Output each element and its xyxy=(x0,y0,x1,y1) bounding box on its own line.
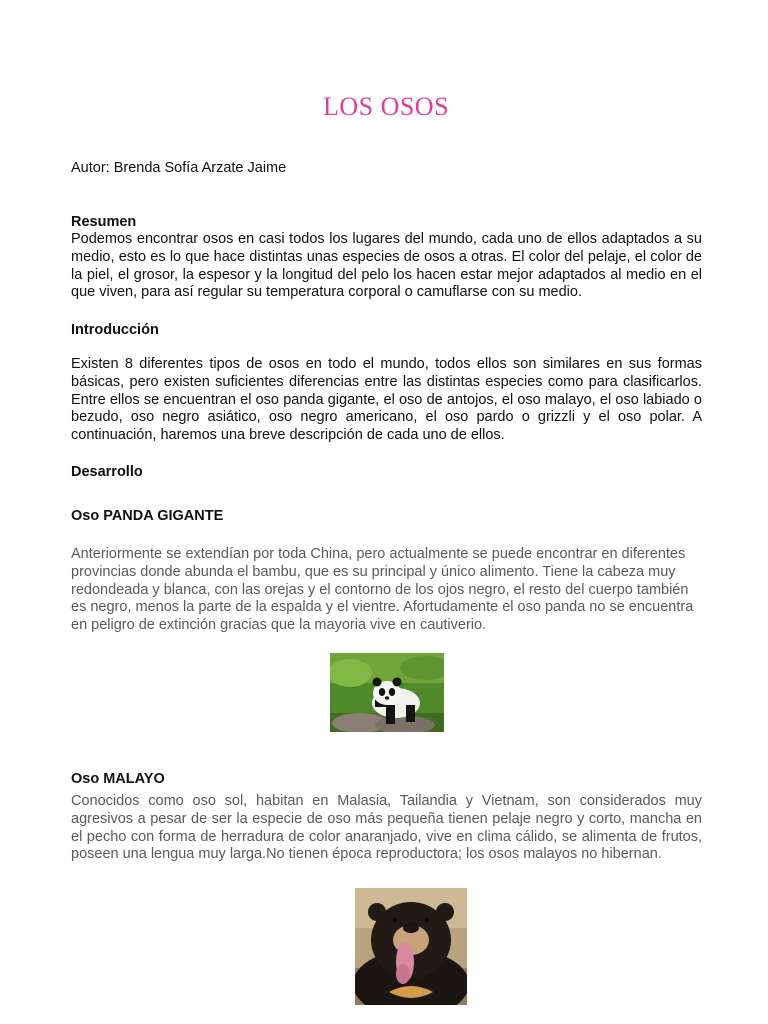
document-title: LOS OSOS xyxy=(322,92,450,121)
panda-heading: Oso PANDA GIGANTE xyxy=(71,508,224,524)
resumen-text: Podemos encontrar osos en casi todos los lugares del mundo, cada uno de ellos adaptados a su medio, esto es lo que hace distintas unas especies de osos a otras. El color del pelaje, el color de la piel, el grosor, la espesor y la longitud del pelo los hacen estar mejor adaptados al medio en el que viven, para así regular su temperatura corporal o camuflarse con su medio. xyxy=(71,231,702,301)
malayo-heading: Oso MALAYO xyxy=(71,771,165,787)
panda-photo xyxy=(330,653,444,732)
sun-bear-photo xyxy=(355,888,467,1005)
author-line: Autor: Brenda Sofía Arzate Jaime xyxy=(71,160,287,176)
malayo-text: Conocidos como oso sol, habitan en Malasia, Tailandia y Vietnam, son considerados muy agresivos a pesar de ser la especie de oso más pequeña tienen pelaje negro y corto, mancha en el pecho con forma de herradura de color anaranjado, vive en clima cálido, se alimenta de frutos, poseen una lengua muy larga.No tienen época reproductora; los osos malayos no hibernan. xyxy=(71,793,702,863)
desarrollo-heading: Desarrollo xyxy=(71,464,143,480)
panda-text: Anteriormente se extendían por toda China, pero actualmente se puede encontrar en diferentes provincias donde abunda el bambu, que es su principal y único alimento. Tiene la cabeza muy redondeada y blanca, con las orejas y el contorno de los ojos negro, el resto del cuerpo también es negro, menos la parte de la espalda y el vientre. Afortudamente el oso panda no se encuentra en peligro de extinción gracias que la mayoria vive en cautiverio. xyxy=(71,546,694,634)
resumen-heading: Resumen xyxy=(71,214,137,230)
introduccion-text: Existen 8 diferentes tipos de osos en todo el mundo, todos ellos son similares en sus formas básicas, pero existen suficientes diferencias entre las distintas especies como para clasificarlos. Entre ellos se encuentran el oso panda gigante, el oso de antojos, el oso malayo, el oso labiado o bezudo, oso negro asiático, oso negro americano, el oso pardo o grizzli y el oso polar. A continuación, haremos una breve descripción de cada uno de ellos. xyxy=(71,356,702,444)
introduccion-heading: Introducción xyxy=(71,322,159,338)
